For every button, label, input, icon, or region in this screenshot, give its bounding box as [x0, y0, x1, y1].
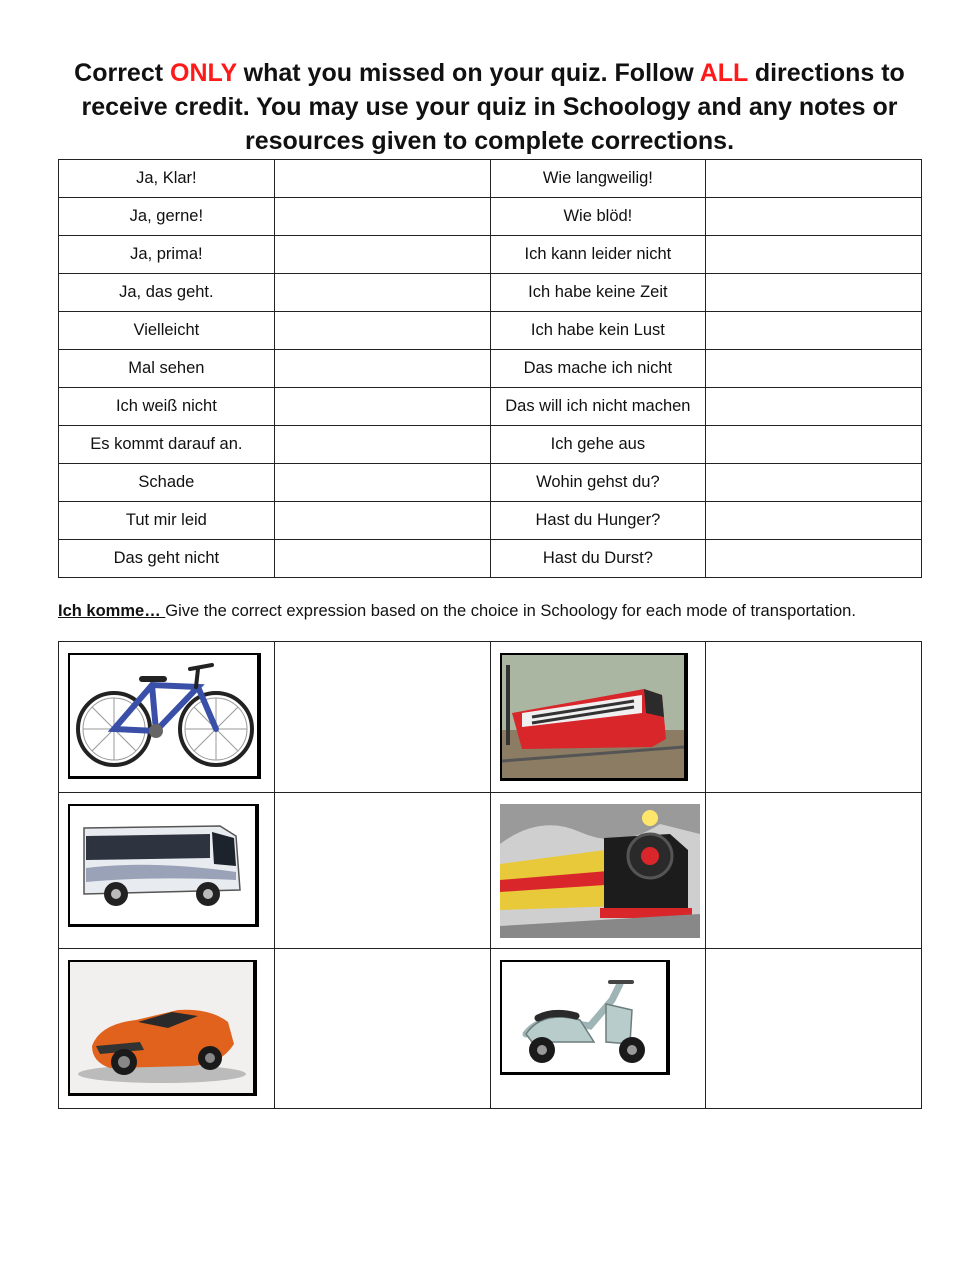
phrase-cell: Ja, gerne!: [59, 198, 275, 236]
title-part: directions to receive credit. You may use your quiz in Schoology and any notes or resources given to complete corrections.: [81, 59, 905, 155]
table-row: [59, 198, 922, 236]
sports-car-icon: [68, 960, 257, 1096]
phrase-cell: Das mache ich nicht: [490, 350, 706, 388]
transport-table: [58, 641, 922, 1109]
answer-cell[interactable]: [274, 350, 490, 388]
instruction-text: Give the correct expression based on the choice in Schoology for each mode of transportation.: [165, 602, 856, 620]
answer-cell[interactable]: [706, 160, 922, 198]
answer-cell[interactable]: [274, 426, 490, 464]
answer-cell[interactable]: [274, 236, 490, 274]
phrase-cell: Ich weiß nicht: [59, 388, 275, 426]
answer-cell[interactable]: [706, 642, 922, 793]
answer-cell[interactable]: [706, 949, 922, 1109]
page-title: [50, 56, 929, 158]
table-row: [59, 350, 922, 388]
commuter-train-icon: [500, 653, 688, 781]
answer-cell[interactable]: [706, 426, 922, 464]
answer-cell[interactable]: [274, 502, 490, 540]
table-row: [59, 793, 922, 949]
answer-cell[interactable]: [706, 350, 922, 388]
phrase-cell: Ich kann leider nicht: [490, 236, 706, 274]
table-row: [59, 160, 922, 198]
phrase-cell: Wie blöd!: [490, 198, 706, 236]
answer-cell[interactable]: [274, 949, 490, 1109]
table-row: [59, 642, 922, 793]
answer-cell[interactable]: [706, 388, 922, 426]
phrase-cell: Das geht nicht: [59, 540, 275, 578]
table-row: [59, 388, 922, 426]
title-emphasis-only: ONLY: [170, 59, 237, 87]
table-row: [59, 426, 922, 464]
image-cell: [59, 642, 275, 793]
phrase-cell: Ich gehe aus: [490, 426, 706, 464]
answer-cell[interactable]: [274, 540, 490, 578]
phrase-cell: Ich habe keine Zeit: [490, 274, 706, 312]
phrase-cell: Mal sehen: [59, 350, 275, 388]
phrase-cell: Ja, das geht.: [59, 274, 275, 312]
phrase-cell: Wohin gehst du?: [490, 464, 706, 502]
transport-instructions: [58, 602, 856, 621]
table-row: [59, 464, 922, 502]
image-cell: [59, 793, 275, 949]
phrase-cell: Schade: [59, 464, 275, 502]
answer-cell[interactable]: [274, 793, 490, 949]
phrase-cell: Hast du Durst?: [490, 540, 706, 578]
phrases-table: [58, 159, 922, 578]
answer-cell[interactable]: [274, 274, 490, 312]
phrase-cell: Hast du Hunger?: [490, 502, 706, 540]
phrase-cell: Ja, Klar!: [59, 160, 275, 198]
answer-cell[interactable]: [274, 160, 490, 198]
answer-cell[interactable]: [706, 312, 922, 350]
table-row: [59, 949, 922, 1109]
image-cell: [490, 949, 706, 1109]
phrase-cell: Wie langweilig!: [490, 160, 706, 198]
answer-cell[interactable]: [706, 793, 922, 949]
answer-cell[interactable]: [706, 502, 922, 540]
steam-locomotive-icon: [500, 804, 700, 938]
title-part: Correct: [74, 59, 171, 87]
phrase-cell: Vielleicht: [59, 312, 275, 350]
table-row: [59, 274, 922, 312]
phrase-cell: Ja, prima!: [59, 236, 275, 274]
answer-cell[interactable]: [274, 464, 490, 502]
table-row: [59, 312, 922, 350]
bicycle-icon: [68, 653, 261, 779]
answer-cell[interactable]: [274, 312, 490, 350]
table-row: [59, 236, 922, 274]
image-cell: [59, 949, 275, 1109]
answer-cell[interactable]: [706, 198, 922, 236]
answer-cell[interactable]: [274, 642, 490, 793]
scooter-icon: [500, 960, 670, 1075]
image-cell: [490, 642, 706, 793]
image-cell: [490, 793, 706, 949]
phrase-cell: Ich habe kein Lust: [490, 312, 706, 350]
answer-cell[interactable]: [706, 540, 922, 578]
table-row: [59, 540, 922, 578]
phrase-cell: Tut mir leid: [59, 502, 275, 540]
answer-cell[interactable]: [274, 198, 490, 236]
phrase-cell: Das will ich nicht machen: [490, 388, 706, 426]
instruction-lead: Ich komme…: [58, 602, 166, 620]
title-part: what you missed on your quiz. Follow: [236, 59, 700, 87]
answer-cell[interactable]: [706, 274, 922, 312]
bus-icon: [68, 804, 259, 927]
table-row: [59, 502, 922, 540]
answer-cell[interactable]: [706, 464, 922, 502]
answer-cell[interactable]: [706, 236, 922, 274]
phrase-cell: Es kommt darauf an.: [59, 426, 275, 464]
answer-cell[interactable]: [274, 388, 490, 426]
title-emphasis-all: ALL: [699, 59, 748, 87]
